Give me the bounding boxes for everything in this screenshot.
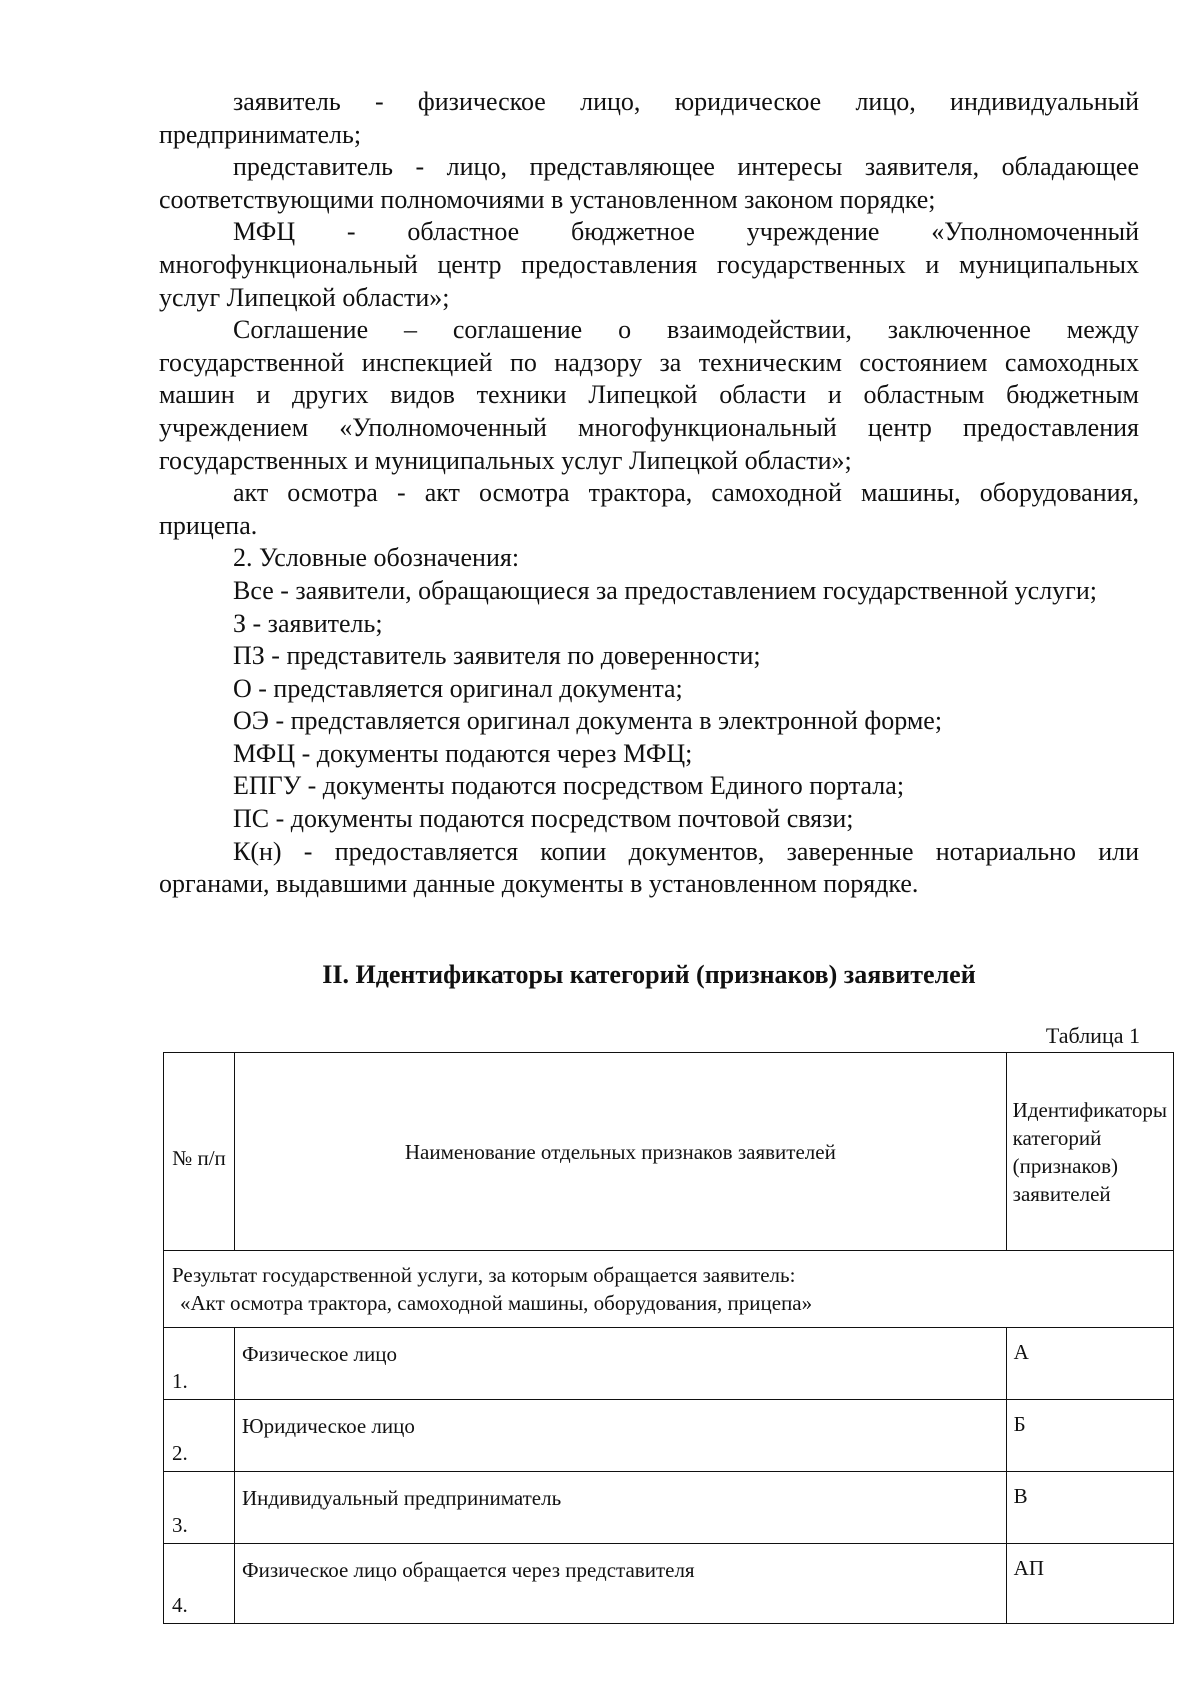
row-number: 4. bbox=[164, 1544, 235, 1624]
row-number: 1. bbox=[164, 1328, 235, 1400]
legend-item-oe: ОЭ - представляется оригинал документа в электронной форме; bbox=[233, 706, 943, 736]
header-identifier: Идентификаторы категорий (признаков) заявителей bbox=[1006, 1053, 1173, 1251]
table-result-row bbox=[164, 1251, 1174, 1328]
legend-item-ps: ПС - документы подаются посредством почтовой связи; bbox=[233, 804, 854, 834]
legend-item-all: Все - заявители, обращающиеся за предоставлением государственной услуги; bbox=[233, 575, 1097, 605]
row-identifier: Б bbox=[1006, 1400, 1173, 1472]
service-result-cell bbox=[164, 1251, 1174, 1328]
definition-agreement: Соглашение – соглашение о взаимодействии, заключенное между государственной инспекцией по надзору за техническим состоянием самоходных машин и других видов техники Липецкой области и областным бюджетным учреждением «Уполномоченный многофункциональный центр предоставления государственных и муниципальных услуг Липецкой области»; bbox=[159, 315, 1139, 475]
table-row bbox=[164, 1328, 1174, 1400]
table-row bbox=[164, 1472, 1174, 1544]
row-identifier: АП bbox=[1006, 1544, 1173, 1624]
table-row bbox=[164, 1544, 1174, 1624]
service-result-label: Результат государственной услуги, за которым обращается заявитель: bbox=[172, 1263, 796, 1287]
definition-representative: представитель - лицо, представляющее интересы заявителя, обладающее соответствующими полномочиями в установленном законом порядке; bbox=[159, 152, 1139, 214]
header-name: Наименование отдельных признаков заявителей bbox=[235, 1053, 1007, 1251]
table-caption: Таблица 1 bbox=[1045, 1023, 1140, 1048]
legend-item-epgu: ЕПГУ - документы подаются посредством Единого портала; bbox=[233, 771, 905, 801]
row-identifier: В bbox=[1006, 1472, 1173, 1544]
row-feature-name: Юридическое лицо bbox=[235, 1400, 1007, 1472]
legend-item-kn: К(н) - предоставляется копии документов, заверенные нотариально или органами, выдавшими данные документы в установленном порядке. bbox=[159, 836, 1139, 899]
applicant-categories-table bbox=[163, 1052, 1174, 1624]
service-result-value: «Акт осмотра трактора, самоходной машины, оборудования, прицепа» bbox=[180, 1291, 813, 1315]
row-feature-name: Физическое лицо bbox=[235, 1328, 1007, 1400]
legend-heading: 2. Условные обозначения: bbox=[233, 543, 520, 573]
row-feature-name: Индивидуальный предприниматель bbox=[235, 1472, 1007, 1544]
table-header-row bbox=[164, 1053, 1174, 1251]
section-title: II. Идентификаторы категорий (признаков) заявителей bbox=[322, 960, 976, 989]
row-identifier: А bbox=[1006, 1328, 1173, 1400]
table-row bbox=[164, 1400, 1174, 1472]
definition-inspection-act: акт осмотра - акт осмотра трактора, самоходной машины, оборудования, прицепа. bbox=[159, 478, 1139, 540]
row-number: 3. bbox=[164, 1472, 235, 1544]
document-body bbox=[159, 86, 1139, 901]
row-number: 2. bbox=[164, 1400, 235, 1472]
legend-item-mfc: МФЦ - документы подаются через МФЦ; bbox=[233, 738, 693, 768]
legend-item-pz: ПЗ - представитель заявителя по доверенности; bbox=[233, 641, 761, 671]
header-number: № п/п bbox=[164, 1053, 235, 1251]
legend-item-z: З - заявитель; bbox=[233, 608, 383, 638]
definition-applicant: заявитель - физическое лицо, юридическое лицо, индивидуальный предприниматель; bbox=[159, 87, 1139, 149]
definition-mfc: МФЦ - областное бюджетное учреждение «Уполномоченный многофункциональный центр предоставления государственных и муниципальных услуг Липецкой области»; bbox=[159, 217, 1139, 312]
legend-item-o: О - представляется оригинал документа; bbox=[233, 673, 683, 703]
row-feature-name: Физическое лицо обращается через представителя bbox=[235, 1544, 1007, 1624]
